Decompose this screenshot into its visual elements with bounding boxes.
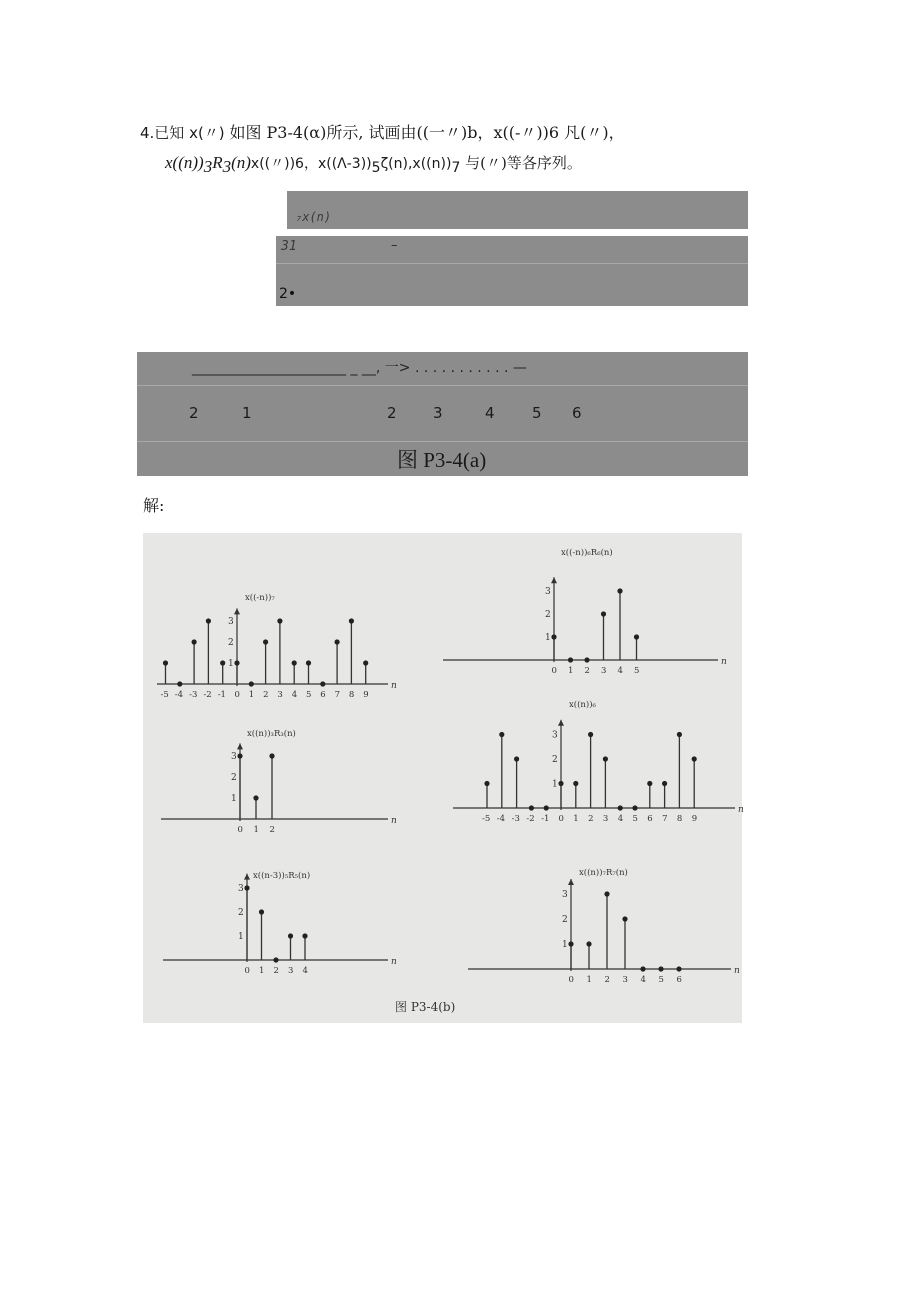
stem-point xyxy=(259,909,264,914)
expr-sub: 7 xyxy=(451,160,461,176)
stem-point xyxy=(263,639,268,644)
y-axis-arrow xyxy=(234,608,240,614)
stem-point xyxy=(249,681,254,686)
stem-point xyxy=(244,885,249,890)
stem-point xyxy=(220,660,225,665)
stem-point xyxy=(320,681,325,686)
n-tick-label: 1 xyxy=(586,975,592,985)
n-tick-label: 3 xyxy=(622,975,628,985)
y-tick-label: 1 xyxy=(562,940,568,950)
y-tick-label: 3 xyxy=(552,730,558,741)
y-tick-label: 1 xyxy=(552,779,558,790)
y-axis-arrow xyxy=(237,743,243,749)
n-tick-label: 0 xyxy=(237,825,243,835)
stem-point xyxy=(192,639,197,644)
axis-number: 5 xyxy=(532,404,542,422)
n-tick-label: 2 xyxy=(263,690,269,700)
axis-number: 2 xyxy=(189,404,199,422)
n-tick-label: 6 xyxy=(647,814,653,824)
plot-ylabel: x((n-3))₅R₅(n) xyxy=(253,871,311,881)
y-tick-label: 3 xyxy=(545,587,551,597)
stem-point xyxy=(601,611,606,616)
n-tick-label: 8 xyxy=(676,814,683,824)
axis-number: 2 xyxy=(387,404,397,422)
figure-b-photo xyxy=(143,533,742,1023)
solution-label: 解: xyxy=(143,496,165,515)
stem-point xyxy=(662,781,667,786)
stem-point xyxy=(484,781,489,786)
stem-point xyxy=(604,891,609,896)
n-tick-label: 1 xyxy=(259,966,265,976)
expr-text: ζ(n),x((n)) xyxy=(380,156,452,172)
stem-point xyxy=(676,966,681,971)
question-line-1 xyxy=(140,120,625,143)
stem-point xyxy=(237,753,242,758)
y-axis-arrow xyxy=(551,577,557,583)
axis-var-label: n xyxy=(734,966,740,976)
expr-sub: 3 xyxy=(222,157,232,176)
figure-a-label-31: 31 xyxy=(281,239,297,254)
y-tick-label: 2 xyxy=(552,755,558,765)
n-tick-label: 3 xyxy=(601,666,607,676)
n-tick-label: 2 xyxy=(588,814,594,824)
n-tick-label: 2 xyxy=(269,825,275,835)
stem-point xyxy=(632,805,637,810)
n-tick-label: 4 xyxy=(617,814,624,824)
stem-point xyxy=(603,756,608,761)
n-tick-label: 1 xyxy=(568,666,574,676)
figure-a-label-2dot: 2• xyxy=(279,286,297,302)
axis-number: 1 xyxy=(242,404,252,422)
stem-point xyxy=(206,618,211,623)
expr-tail: 与(〃)等各序列。 xyxy=(460,154,582,172)
stem-point xyxy=(292,660,297,665)
stem-point xyxy=(514,756,519,761)
expr-text: x((〃))6，x((Λ-3)) xyxy=(250,156,372,172)
plot-ylabel: x((-n))₆R₆(n) xyxy=(561,548,613,558)
figure-a-label-x: ₇x(n) xyxy=(295,210,332,224)
n-tick-label: 3 xyxy=(602,814,609,824)
n-tick-label: 3 xyxy=(288,966,294,976)
stem-point xyxy=(177,681,182,686)
axis-var-label: n xyxy=(738,805,744,815)
stem-point xyxy=(277,618,282,623)
axis-number: 3 xyxy=(433,404,443,422)
n-tick-label: 3 xyxy=(277,690,283,700)
stem-point xyxy=(273,957,278,962)
stem-point xyxy=(658,966,663,971)
stem-point xyxy=(634,634,639,639)
n-tick-label: 4 xyxy=(617,666,623,676)
stem-point xyxy=(558,781,563,786)
stem-point xyxy=(234,660,239,665)
n-tick-label: 9 xyxy=(691,814,698,824)
n-tick-label: -5 xyxy=(160,690,169,700)
stem-point xyxy=(588,732,593,737)
n-tick-label: 1 xyxy=(253,825,259,835)
y-tick-label: 1 xyxy=(228,659,234,669)
y-tick-label: 1 xyxy=(238,932,244,942)
n-tick-label: 4 xyxy=(302,966,308,976)
plot-ylabel: x((n))₇R₇(n) xyxy=(579,868,628,878)
n-tick-label: 2 xyxy=(604,975,610,985)
n-tick-label: 6 xyxy=(320,690,326,700)
figure-a-mid-band xyxy=(276,236,748,306)
axis-number: 4 xyxy=(485,404,495,422)
stem-point xyxy=(499,732,504,737)
y-tick-label: 2 xyxy=(238,908,244,918)
figure-a-top-band xyxy=(287,191,748,229)
y-tick-label: 2 xyxy=(545,610,551,620)
plot-ylabel: x((n))₆ xyxy=(569,700,596,710)
figure-a-label-dash: – xyxy=(391,238,398,253)
n-tick-label: 2 xyxy=(584,666,590,676)
stem-point xyxy=(363,660,368,665)
stem-point xyxy=(640,966,645,971)
plot-ylabel: x((n))₃R₃(n) xyxy=(247,729,296,739)
stem-point xyxy=(529,805,534,810)
n-tick-label: -2 xyxy=(526,814,535,824)
y-axis-arrow xyxy=(568,879,574,885)
axis-number: 6 xyxy=(572,404,582,422)
n-tick-label: 7 xyxy=(662,814,668,824)
stem-point xyxy=(586,941,591,946)
n-tick-label: 4 xyxy=(291,690,298,700)
axis-var-label: n xyxy=(391,681,397,691)
n-tick-label: 0 xyxy=(244,966,250,976)
y-tick-label: 3 xyxy=(228,617,234,627)
stem-point xyxy=(677,732,682,737)
stem-point xyxy=(573,781,578,786)
n-tick-label: 5 xyxy=(306,690,312,700)
stem-point xyxy=(253,795,258,800)
stem-point xyxy=(551,634,556,639)
n-tick-label: -4 xyxy=(174,690,184,700)
y-tick-label: 3 xyxy=(562,890,568,900)
expr-n: (n) xyxy=(231,153,251,172)
n-tick-label: -2 xyxy=(203,690,212,700)
axis-var-label: n xyxy=(721,657,727,667)
n-tick-label: 0 xyxy=(558,814,564,824)
n-tick-label: 1 xyxy=(573,814,579,824)
n-tick-label: -3 xyxy=(511,814,520,824)
n-tick-label: -1 xyxy=(217,690,226,700)
n-tick-label: 4 xyxy=(640,975,646,985)
y-axis-arrow xyxy=(244,874,250,880)
figure-a-axis: ______________________ _ __, 一> . . . . . . . . . . . — xyxy=(192,360,527,376)
stem-point xyxy=(622,916,627,921)
question-text-b: 如图 P3-4(α)所示, 试画由((一〃)b，x((-〃))6 凡(〃)， xyxy=(229,123,625,142)
expr-R: R xyxy=(212,153,223,172)
stem-point xyxy=(617,588,622,593)
question-line-2 xyxy=(165,152,582,177)
stem-point xyxy=(544,805,549,810)
n-tick-label: 1 xyxy=(248,690,255,700)
y-tick-label: 1 xyxy=(545,633,551,643)
stem-point xyxy=(306,660,311,665)
stem-point xyxy=(568,657,573,662)
n-tick-label: 6 xyxy=(676,975,682,985)
plot-ylabel: x((-n))₇ xyxy=(245,593,275,603)
stem-point xyxy=(335,639,340,644)
n-tick-label: -1 xyxy=(541,814,550,824)
y-axis-arrow xyxy=(558,720,564,726)
expr-sub: 3 xyxy=(203,157,213,176)
n-tick-label: 5 xyxy=(634,666,640,676)
stem-point xyxy=(618,805,623,810)
stem-point xyxy=(584,657,589,662)
n-tick-label: 0 xyxy=(234,690,240,700)
stem-point xyxy=(568,941,573,946)
n-tick-label: 5 xyxy=(632,814,638,824)
n-tick-label: 5 xyxy=(658,975,664,985)
axis-var-label: n xyxy=(391,957,397,967)
n-tick-label: 0 xyxy=(568,975,574,985)
n-tick-label: -5 xyxy=(482,814,491,824)
figure-b-caption: 图 P3-4(b) xyxy=(395,1000,456,1014)
y-tick-label: 2 xyxy=(231,773,237,783)
n-tick-label: 9 xyxy=(363,690,369,700)
y-tick-label: 2 xyxy=(562,915,568,925)
stem-point xyxy=(349,618,354,623)
y-tick-label: 1 xyxy=(231,794,237,804)
y-tick-label: 2 xyxy=(228,638,234,648)
y-tick-label: 3 xyxy=(238,884,244,894)
figure-b-svg xyxy=(143,533,742,1023)
n-tick-label: -3 xyxy=(189,690,198,700)
stem-point xyxy=(269,753,274,758)
stem-point xyxy=(288,933,293,938)
n-tick-label: 7 xyxy=(334,690,341,700)
expr-xn: x((n)) xyxy=(165,153,204,172)
axis-var-label: n xyxy=(391,816,397,826)
stem-point xyxy=(647,781,652,786)
n-tick-label: -4 xyxy=(496,814,506,824)
y-tick-label: 3 xyxy=(231,752,237,762)
stem-point xyxy=(692,756,697,761)
expr-sub: 5 xyxy=(371,160,381,176)
n-tick-label: 2 xyxy=(273,966,279,976)
figure-a-caption: 图 P3-4(a) xyxy=(397,448,487,472)
stem-point xyxy=(163,660,168,665)
stem-point xyxy=(302,933,307,938)
question-text-a: 4.已知 x(〃) xyxy=(140,124,230,142)
n-tick-label: 8 xyxy=(348,690,355,700)
n-tick-label: 0 xyxy=(551,666,557,676)
